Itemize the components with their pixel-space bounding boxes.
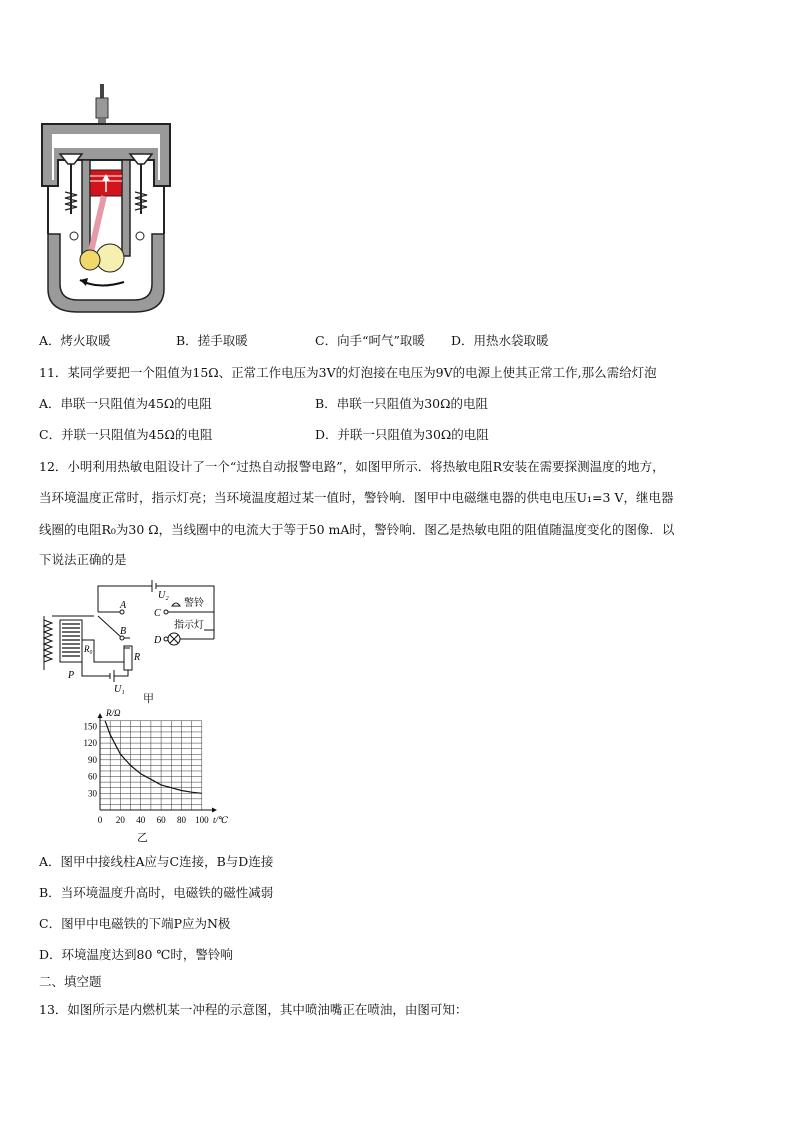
y-axis-label: R/Ω [106, 708, 121, 718]
resistance-temperature-chart [82, 702, 234, 828]
q11-option-b: B．串联一只阻值为30Ω的电阻 [315, 396, 488, 411]
x-tick-label: 20 [115, 815, 125, 825]
x-tick-label: 60 [156, 815, 166, 825]
q11-option-c: C．并联一只阻值为45Ω的电阻 [39, 427, 213, 442]
label-c: C [154, 608, 161, 619]
engine-diagram [38, 84, 174, 316]
q10-option-a: A．烤火取暖 [39, 333, 111, 348]
y-tick-label: 90 [88, 754, 97, 765]
label-d: D [154, 635, 162, 646]
q11-option-a: A．串联一只阻值为45Ω的电阻 [39, 396, 212, 411]
label-u2: U₂ [158, 590, 169, 601]
circuit-diagram [34, 576, 224, 702]
q12-option-c: C．图甲中电磁铁的下端P应为N极 [39, 916, 231, 931]
q12-stem-line1: 12．小明利用热敏电阻设计了一个“过热自动报警电路”，如图甲所示．将热敏电阻R安装在需要探测温度的地方， [39, 459, 665, 474]
x-tick-label: 40 [136, 815, 146, 825]
y-tick-label: 150 [83, 721, 97, 732]
q11-option-d: D．并联一只阻值为30Ω的电阻 [315, 427, 489, 442]
y-axis-arrow [98, 713, 103, 718]
q11-stem: 11．某同学要把一个阻值为15Ω、正常工作电压为3V的灯泡接在电压为9V的电源上使其正常工作,那么需给灯泡 [39, 365, 657, 380]
y-tick-label: 60 [88, 771, 97, 782]
label-r: R [134, 652, 141, 663]
y-tick-label: 120 [83, 738, 97, 749]
q10-option-d: D．用热水袋取暖 [451, 333, 549, 348]
q12-option-a: A．图甲中接线柱A应与C连接，B与D连接 [39, 854, 274, 869]
label-r0: R₀ [84, 644, 93, 654]
q10-option-b: B．搓手取暖 [176, 333, 248, 348]
label-bell: 警铃 [184, 598, 204, 609]
x-tick-label: 80 [176, 815, 186, 825]
series-line [105, 721, 202, 794]
label-lamp: 指示灯 [174, 620, 204, 631]
label-a: A [120, 600, 127, 611]
x-tick-label: 100 [195, 815, 209, 825]
label-u1: U₁ [114, 684, 125, 695]
section-title: 二、填空题 [39, 974, 102, 989]
q12-stem-line3: 线圈的电阻R₀为30 Ω，当线圈中的电流大于等于50 mA时，警铃响．图乙是热敏电阻的阻值随温度变化的图像．以 [39, 522, 675, 537]
q10-option-c: C．向手“呵气”取暖 [315, 333, 425, 348]
label-b: B [120, 626, 127, 637]
chart-caption: 乙 [137, 831, 148, 844]
q12-option-b: B．当环境温度升高时，电磁铁的磁性减弱 [39, 885, 274, 900]
q12-stem-line2: 当环境温度正常时，指示灯亮；当环境温度超过某一值时，警铃响．图甲中电磁继电器的供电电压U₁=3 V，继电器 [39, 490, 674, 505]
x-axis-label: t/℃ [213, 815, 229, 825]
q12-stem-line4: 下说法正确的是 [39, 552, 127, 567]
q13-stem: 13．如图所示是内燃机某一冲程的示意图，其中喷油嘴正在喷油，由图可知： [39, 1002, 468, 1017]
x-tick-label: 0 [97, 815, 103, 825]
label-p: P [68, 670, 75, 681]
y-tick-label: 30 [88, 788, 97, 799]
q12-option-d: D．环境温度达到80 ℃时，警铃响 [39, 947, 233, 962]
circuit-caption: 甲 [143, 692, 154, 705]
x-axis-arrow [212, 808, 217, 813]
